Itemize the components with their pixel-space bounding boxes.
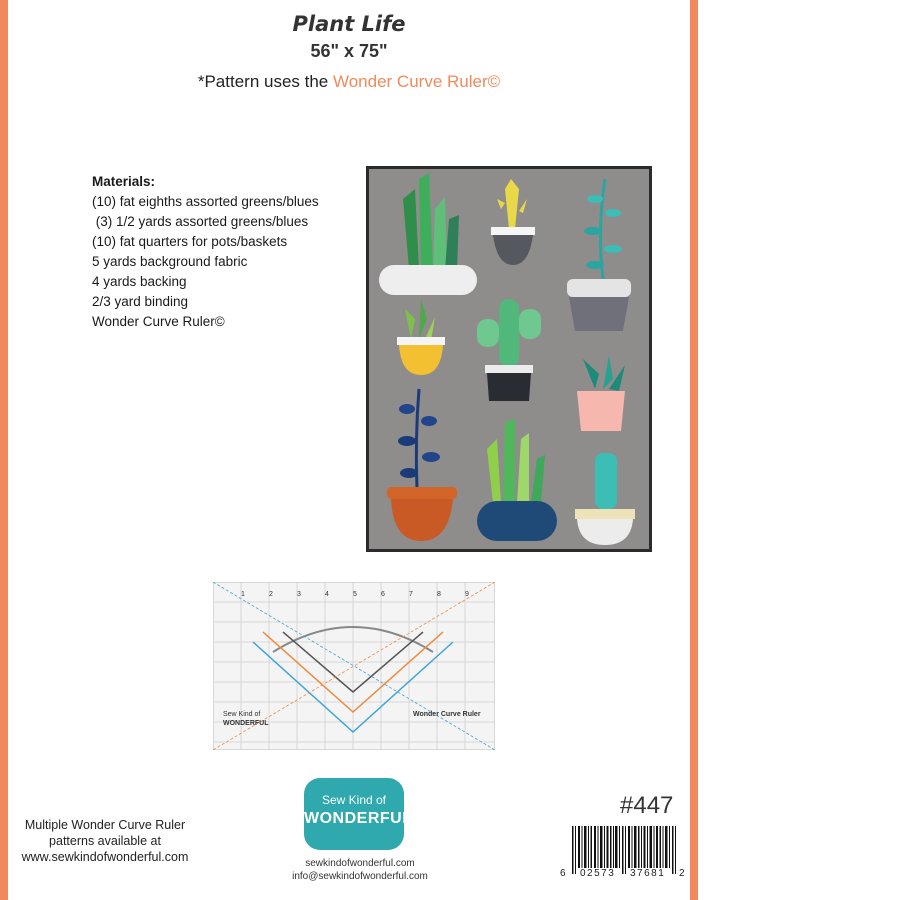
materials-item: (10) fat quarters for pots/baskets: [92, 234, 288, 249]
right-orange-border: [690, 0, 698, 900]
ruler-number: 3: [297, 591, 301, 598]
materials-item: (10) fat eighths assorted greens/blues: [92, 194, 319, 209]
plant-tall-grass-navy-pot: [477, 419, 557, 541]
materials-heading: Materials:: [92, 174, 156, 189]
materials-item: 2/3 yard binding: [92, 294, 189, 309]
contact-info: [260, 857, 460, 883]
plant-yellow-pot: [397, 299, 445, 375]
quilt-illustration: [369, 169, 649, 549]
ruler-illustration: [213, 582, 495, 750]
ruler-number: 1: [241, 591, 245, 598]
ruler-number: 4: [325, 591, 329, 598]
wonder-curve-ruler-link[interactable]: Wonder Curve Ruler©: [332, 72, 501, 91]
materials-item: (3) 1/2 yards assorted greens/blues: [92, 214, 309, 229]
materials-item: 5 yards background fabric: [92, 254, 248, 269]
ruler-number: 2: [269, 591, 273, 598]
website-link[interactable]: sewkindofwonderful.com: [305, 858, 415, 869]
barcode-right-digit: 2: [679, 868, 685, 879]
plant-teal-vine-basket: [567, 179, 631, 331]
pattern-note-prefix: *Pattern uses the: [197, 72, 333, 91]
plant-teal-cactus-white-pot: [575, 453, 635, 545]
more-patterns-note: [10, 817, 200, 865]
ruler-brand-line1: Sew Kind of: [223, 711, 261, 718]
pattern-note: [0, 72, 698, 92]
logo-line2: WONDERFUL: [304, 810, 413, 827]
more-patterns-line2: patterns available at: [49, 834, 161, 848]
pattern-title: Plant Life: [292, 12, 406, 36]
barcode-group1: 02573: [580, 868, 616, 879]
ruler-number: 8: [437, 591, 441, 598]
plant-yellow-cactus-bowl: [491, 179, 535, 265]
sew-kind-of-wonderful-logo[interactable]: [304, 778, 413, 850]
materials-list: [92, 172, 319, 332]
ruler-product-name: Wonder Curve Ruler: [413, 711, 481, 718]
left-orange-border: [0, 0, 8, 900]
ruler-number: 9: [465, 591, 469, 598]
ruler-number: 5: [353, 591, 357, 598]
ruler-number: 7: [409, 591, 413, 598]
wonder-curve-ruler-photo: [213, 582, 495, 750]
logo-line1: Sew Kind of: [321, 793, 387, 807]
barcode-left-digit: 6: [560, 868, 566, 879]
materials-item: 4 yards backing: [92, 274, 187, 289]
materials-item: Wonder Curve Ruler©: [92, 314, 225, 329]
more-patterns-url[interactable]: www.sewkindofwonderful.com: [21, 850, 189, 864]
plant-leafy-orange-pot: [387, 389, 457, 541]
quilt-dimensions: 56" x 75": [310, 41, 388, 61]
item-number: #447: [620, 792, 674, 819]
ruler-number: 6: [381, 591, 385, 598]
plant-pink-pot: [577, 355, 625, 431]
email-link[interactable]: info@sewkindofwonderful.com: [292, 871, 428, 882]
quilt-photo: [366, 166, 652, 552]
barcode-group2: 37681: [630, 868, 666, 879]
plant-tall-leaves-white-pot: [379, 173, 477, 295]
plant-green-cactus-black-pot: [477, 299, 541, 401]
ruler-brand-line2: WONDERFUL: [223, 720, 269, 727]
more-patterns-line1: Multiple Wonder Curve Ruler: [24, 818, 186, 832]
